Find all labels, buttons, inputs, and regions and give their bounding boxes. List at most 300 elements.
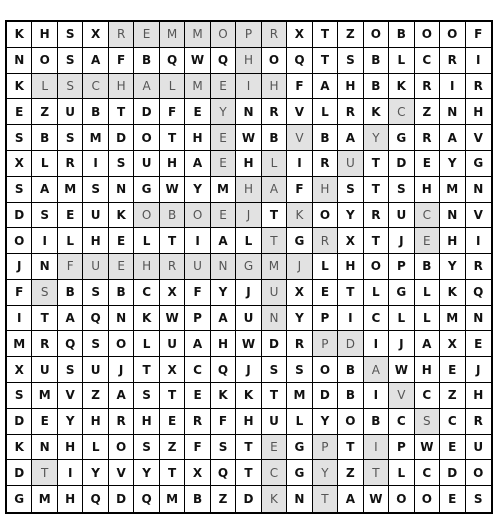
grid-cell[interactable]: C [415, 203, 440, 229]
grid-cell[interactable]: H [109, 74, 134, 100]
grid-cell[interactable]: C [134, 280, 159, 306]
grid-cell[interactable]: B [389, 22, 414, 48]
grid-cell[interactable]: R [262, 99, 287, 125]
grid-cell[interactable]: K [440, 280, 465, 306]
grid-cell[interactable]: F [7, 280, 32, 306]
grid-cell[interactable]: A [211, 228, 236, 254]
grid-cell[interactable]: X [160, 357, 185, 383]
grid-cell[interactable]: M [160, 486, 185, 512]
grid-cell[interactable]: K [389, 74, 414, 100]
grid-cell[interactable]: H [236, 151, 261, 177]
grid-cell[interactable]: O [466, 460, 491, 486]
grid-cell[interactable]: L [415, 280, 440, 306]
grid-cell[interactable]: M [287, 383, 312, 409]
grid-cell[interactable]: L [262, 151, 287, 177]
grid-cell[interactable]: P [389, 435, 414, 461]
grid-cell[interactable]: N [109, 306, 134, 332]
grid-cell[interactable]: D [313, 383, 338, 409]
grid-cell[interactable]: H [313, 177, 338, 203]
grid-cell[interactable]: I [466, 228, 491, 254]
grid-cell[interactable]: D [109, 486, 134, 512]
grid-cell[interactable]: P [313, 306, 338, 332]
grid-cell[interactable]: S [338, 48, 363, 74]
grid-cell[interactable]: M [32, 486, 57, 512]
grid-cell[interactable]: X [338, 228, 363, 254]
grid-cell[interactable]: L [313, 254, 338, 280]
grid-cell[interactable]: M [7, 331, 32, 357]
grid-cell[interactable]: X [7, 151, 32, 177]
grid-cell[interactable]: Q [211, 460, 236, 486]
grid-cell[interactable]: E [211, 125, 236, 151]
grid-cell[interactable]: S [58, 357, 83, 383]
grid-cell[interactable]: W [236, 331, 261, 357]
grid-cell[interactable]: F [466, 22, 491, 48]
grid-cell[interactable]: H [185, 125, 210, 151]
grid-cell[interactable]: Q [211, 357, 236, 383]
grid-cell[interactable]: G [389, 280, 414, 306]
grid-cell[interactable]: E [466, 331, 491, 357]
grid-cell[interactable]: W [160, 306, 185, 332]
grid-cell[interactable]: S [211, 435, 236, 461]
grid-cell[interactable]: O [109, 331, 134, 357]
grid-cell[interactable]: T [160, 228, 185, 254]
grid-cell[interactable]: N [7, 48, 32, 74]
grid-cell[interactable]: M [58, 177, 83, 203]
grid-cell[interactable]: I [466, 48, 491, 74]
grid-cell[interactable]: O [415, 22, 440, 48]
grid-cell[interactable]: K [109, 203, 134, 229]
grid-cell[interactable]: T [160, 460, 185, 486]
grid-cell[interactable]: S [83, 177, 108, 203]
grid-cell[interactable]: Y [364, 125, 389, 151]
grid-cell[interactable]: T [134, 357, 159, 383]
grid-cell[interactable]: C [364, 306, 389, 332]
grid-cell[interactable]: B [134, 48, 159, 74]
grid-cell[interactable]: I [364, 331, 389, 357]
grid-cell[interactable]: L [32, 151, 57, 177]
grid-cell[interactable]: V [287, 125, 312, 151]
grid-cell[interactable]: U [83, 203, 108, 229]
grid-cell[interactable]: S [83, 331, 108, 357]
grid-cell[interactable]: U [466, 435, 491, 461]
grid-cell[interactable]: S [473, 492, 483, 507]
grid-cell[interactable]: E [415, 228, 440, 254]
grid-cell[interactable]: N [211, 254, 236, 280]
grid-cell[interactable]: T [313, 48, 338, 74]
grid-cell[interactable]: B [364, 409, 389, 435]
grid-cell[interactable]: U [83, 254, 108, 280]
grid-cell[interactable]: H [236, 48, 261, 74]
grid-cell[interactable]: Y [313, 460, 338, 486]
grid-cell[interactable]: S [338, 177, 363, 203]
grid-cell[interactable]: O [211, 22, 236, 48]
grid-cell[interactable]: R [185, 409, 210, 435]
grid-cell[interactable]: A [32, 177, 57, 203]
grid-cell[interactable]: U [58, 99, 83, 125]
grid-cell[interactable]: K [134, 306, 159, 332]
grid-cell[interactable]: V [466, 125, 491, 151]
grid-cell[interactable]: R [466, 409, 491, 435]
grid-cell[interactable]: M [211, 177, 236, 203]
grid-cell[interactable]: L [389, 48, 414, 74]
grid-cell[interactable]: P [185, 306, 210, 332]
grid-cell[interactable]: H [236, 177, 261, 203]
grid-cell[interactable]: K [211, 383, 236, 409]
grid-cell[interactable]: H [32, 22, 57, 48]
grid-cell[interactable]: S [134, 383, 159, 409]
grid-cell[interactable]: U [32, 357, 57, 383]
grid-cell[interactable]: L [236, 228, 261, 254]
grid-cell[interactable]: R [160, 254, 185, 280]
grid-cell[interactable]: K [7, 74, 32, 100]
grid-cell[interactable]: Z [440, 383, 465, 409]
grid-cell[interactable]: Y [58, 409, 83, 435]
grid-cell[interactable]: A [415, 331, 440, 357]
grid-cell[interactable]: B [338, 357, 363, 383]
grid-cell[interactable]: H [440, 228, 465, 254]
grid-cell[interactable]: T [262, 203, 287, 229]
grid-cell[interactable]: C [262, 460, 287, 486]
grid-cell[interactable]: D [7, 203, 32, 229]
grid-cell[interactable]: Y [313, 409, 338, 435]
grid-cell[interactable]: N [466, 306, 491, 332]
grid-cell[interactable]: N [262, 306, 287, 332]
grid-cell[interactable]: O [134, 125, 159, 151]
grid-cell[interactable]: R [364, 203, 389, 229]
grid-cell[interactable]: D [7, 460, 32, 486]
grid-cell[interactable]: Y [211, 99, 236, 125]
grid-cell[interactable]: T [109, 99, 134, 125]
grid-cell[interactable]: T [262, 228, 287, 254]
grid-cell[interactable]: Y [440, 254, 465, 280]
grid-cell[interactable]: Q [83, 486, 108, 512]
grid-cell[interactable]: A [440, 125, 465, 151]
grid-cell[interactable]: O [440, 22, 465, 48]
grid-cell[interactable]: I [364, 435, 389, 461]
grid-cell[interactable]: H [415, 177, 440, 203]
grid-cell[interactable]: A [134, 74, 159, 100]
grid-cell[interactable]: R [415, 125, 440, 151]
grid-cell[interactable]: F [287, 74, 312, 100]
grid-cell[interactable]: C [440, 409, 465, 435]
grid-cell[interactable]: V [58, 383, 83, 409]
grid-cell[interactable]: T [32, 306, 57, 332]
grid-cell[interactable]: M [83, 125, 108, 151]
grid-cell[interactable]: R [32, 331, 57, 357]
grid-cell[interactable]: V [466, 203, 491, 229]
grid-cell[interactable]: E [313, 280, 338, 306]
grid-cell[interactable]: M [440, 177, 465, 203]
grid-cell[interactable]: H [83, 228, 108, 254]
grid-cell[interactable]: D [389, 151, 414, 177]
grid-cell[interactable]: C [389, 99, 414, 125]
grid-cell[interactable]: T [313, 22, 338, 48]
grid-cell[interactable]: L [364, 280, 389, 306]
grid-cell[interactable]: L [287, 409, 312, 435]
grid-cell[interactable]: Y [440, 151, 465, 177]
grid-cell[interactable]: H [58, 486, 83, 512]
grid-cell[interactable]: L [160, 74, 185, 100]
grid-cell[interactable]: T [160, 383, 185, 409]
grid-cell[interactable]: N [440, 203, 465, 229]
grid-cell[interactable]: F [287, 177, 312, 203]
grid-cell[interactable]: D [7, 409, 32, 435]
grid-cell[interactable]: D [134, 99, 159, 125]
grid-cell[interactable]: B [364, 74, 389, 100]
grid-cell[interactable]: A [185, 151, 210, 177]
grid-cell[interactable]: I [440, 74, 465, 100]
grid-cell[interactable]: X [83, 22, 108, 48]
grid-cell[interactable]: J [236, 203, 261, 229]
grid-cell[interactable]: Y [83, 460, 108, 486]
grid-cell[interactable]: T [338, 435, 363, 461]
grid-cell[interactable]: S [7, 383, 32, 409]
grid-cell[interactable]: J [287, 254, 312, 280]
grid-cell[interactable]: L [389, 306, 414, 332]
grid-cell[interactable]: R [415, 74, 440, 100]
grid-cell[interactable]: J [389, 331, 414, 357]
grid-cell[interactable]: B [313, 125, 338, 151]
grid-cell[interactable]: T [364, 460, 389, 486]
grid-cell[interactable]: F [185, 280, 210, 306]
grid-cell[interactable]: C [415, 383, 440, 409]
grid-cell[interactable]: E [134, 22, 159, 48]
grid-cell[interactable]: R [466, 254, 491, 280]
grid-cell[interactable]: L [389, 460, 414, 486]
grid-cell[interactable]: S [32, 203, 57, 229]
grid-cell[interactable]: F [211, 409, 236, 435]
grid-cell[interactable]: O [185, 203, 210, 229]
grid-cell[interactable]: S [389, 177, 414, 203]
grid-cell[interactable]: Z [32, 99, 57, 125]
grid-cell[interactable]: A [185, 331, 210, 357]
grid-cell[interactable]: T [160, 125, 185, 151]
grid-cell[interactable]: E [185, 383, 210, 409]
grid-cell[interactable]: P [236, 22, 261, 48]
grid-cell[interactable]: H [134, 409, 159, 435]
grid-cell[interactable]: H [415, 357, 440, 383]
grid-cell[interactable]: U [83, 357, 108, 383]
grid-cell[interactable]: E [109, 228, 134, 254]
grid-cell[interactable]: E [58, 203, 83, 229]
grid-cell[interactable]: R [313, 151, 338, 177]
grid-cell[interactable]: N [109, 177, 134, 203]
grid-cell[interactable]: G [287, 228, 312, 254]
grid-cell[interactable]: E [440, 435, 465, 461]
grid-cell[interactable]: X [185, 460, 210, 486]
grid-cell[interactable]: G [7, 486, 32, 512]
grid-cell[interactable]: S [58, 125, 83, 151]
grid-cell[interactable]: T [364, 228, 389, 254]
grid-cell[interactable]: B [364, 48, 389, 74]
grid-cell[interactable]: O [364, 22, 389, 48]
grid-cell[interactable]: Q [287, 48, 312, 74]
grid-cell[interactable]: K [7, 22, 32, 48]
grid-cell[interactable]: D [440, 460, 465, 486]
grid-cell[interactable]: O [313, 203, 338, 229]
grid-cell[interactable]: M [185, 74, 210, 100]
grid-cell[interactable]: M [440, 306, 465, 332]
grid-cell[interactable]: N [440, 99, 465, 125]
grid-cell[interactable]: Q [160, 48, 185, 74]
grid-cell[interactable]: O [32, 48, 57, 74]
grid-cell[interactable]: E [211, 203, 236, 229]
grid-cell[interactable]: N [287, 486, 312, 512]
grid-cell[interactable]: S [287, 357, 312, 383]
grid-cell[interactable]: Z [83, 383, 108, 409]
grid-cell[interactable]: E [211, 74, 236, 100]
grid-cell[interactable]: F [160, 99, 185, 125]
grid-cell[interactable]: C [83, 74, 108, 100]
grid-cell[interactable]: J [7, 254, 32, 280]
grid-cell[interactable]: Q [211, 48, 236, 74]
grid-cell[interactable]: S [58, 48, 83, 74]
grid-cell[interactable]: C [415, 48, 440, 74]
grid-cell[interactable]: B [83, 99, 108, 125]
grid-cell[interactable]: K [364, 99, 389, 125]
grid-cell[interactable]: Y [211, 280, 236, 306]
grid-cell[interactable]: S [109, 151, 134, 177]
grid-cell[interactable]: A [211, 306, 236, 332]
grid-cell[interactable]: M [32, 383, 57, 409]
grid-cell[interactable]: B [32, 125, 57, 151]
grid-cell[interactable]: H [466, 383, 491, 409]
grid-cell[interactable]: R [58, 151, 83, 177]
grid-cell[interactable]: U [262, 409, 287, 435]
grid-cell[interactable]: E [440, 486, 465, 512]
grid-cell[interactable]: O [262, 48, 287, 74]
grid-cell[interactable]: Z [338, 460, 363, 486]
grid-cell[interactable]: P [313, 331, 338, 357]
grid-cell[interactable]: L [415, 306, 440, 332]
grid-cell[interactable]: X [160, 280, 185, 306]
grid-cell[interactable]: E [415, 151, 440, 177]
grid-cell[interactable]: A [364, 357, 389, 383]
grid-cell[interactable]: J [236, 357, 261, 383]
grid-cell[interactable]: I [58, 460, 83, 486]
grid-cell[interactable]: Y [134, 460, 159, 486]
grid-cell[interactable]: Z [415, 99, 440, 125]
grid-cell[interactable]: L [134, 331, 159, 357]
grid-cell[interactable]: W [364, 486, 389, 512]
grid-cell[interactable]: R [338, 99, 363, 125]
grid-cell[interactable]: G [389, 125, 414, 151]
grid-cell[interactable]: B [415, 254, 440, 280]
grid-cell[interactable]: S [32, 280, 57, 306]
grid-cell[interactable]: K [262, 486, 287, 512]
grid-cell[interactable]: X [287, 22, 312, 48]
grid-cell[interactable]: K [236, 383, 261, 409]
grid-cell[interactable]: H [338, 254, 363, 280]
grid-cell[interactable]: K [7, 435, 32, 461]
grid-cell[interactable]: V [287, 99, 312, 125]
grid-cell[interactable]: C [185, 357, 210, 383]
grid-cell[interactable]: I [7, 306, 32, 332]
grid-cell[interactable]: R [287, 331, 312, 357]
grid-cell[interactable]: U [338, 151, 363, 177]
grid-cell[interactable]: O [389, 486, 414, 512]
grid-cell[interactable]: L [32, 74, 57, 100]
grid-cell[interactable]: Z [160, 435, 185, 461]
grid-cell[interactable]: B [338, 383, 363, 409]
grid-cell[interactable]: R [109, 22, 134, 48]
grid-cell[interactable]: G [466, 151, 491, 177]
grid-cell[interactable]: P [313, 435, 338, 461]
grid-cell[interactable]: T [236, 460, 261, 486]
grid-cell[interactable]: S [7, 125, 32, 151]
grid-cell[interactable]: M [262, 254, 287, 280]
grid-cell[interactable]: I [83, 151, 108, 177]
grid-cell[interactable]: W [415, 435, 440, 461]
grid-cell[interactable]: O [338, 409, 363, 435]
grid-cell[interactable]: S [58, 74, 83, 100]
grid-cell[interactable]: K [287, 203, 312, 229]
grid-cell[interactable]: U [236, 306, 261, 332]
grid-cell[interactable]: F [58, 254, 83, 280]
grid-cell[interactable]: G [287, 460, 312, 486]
grid-cell[interactable]: S [83, 280, 108, 306]
grid-cell[interactable]: I [287, 151, 312, 177]
grid-cell[interactable]: W [160, 177, 185, 203]
grid-cell[interactable]: C [415, 460, 440, 486]
grid-cell[interactable]: H [211, 331, 236, 357]
grid-cell[interactable]: E [160, 409, 185, 435]
grid-cell[interactable]: R [466, 74, 491, 100]
grid-cell[interactable]: O [313, 357, 338, 383]
grid-cell[interactable]: Z [211, 486, 236, 512]
grid-cell[interactable]: H [58, 435, 83, 461]
grid-cell[interactable]: H [83, 409, 108, 435]
grid-cell[interactable]: Q [58, 331, 83, 357]
grid-cell[interactable]: R [313, 228, 338, 254]
grid-cell[interactable]: D [236, 486, 261, 512]
grid-cell[interactable]: Q [83, 306, 108, 332]
grid-cell[interactable]: O [134, 203, 159, 229]
grid-cell[interactable]: N [32, 435, 57, 461]
grid-cell[interactable]: Z [338, 22, 363, 48]
grid-cell[interactable]: I [364, 383, 389, 409]
grid-cell[interactable]: I [185, 228, 210, 254]
grid-cell[interactable]: O [109, 435, 134, 461]
grid-cell[interactable]: A [338, 125, 363, 151]
grid-cell[interactable]: T [262, 383, 287, 409]
grid-cell[interactable]: U [185, 254, 210, 280]
grid-cell[interactable]: V [109, 460, 134, 486]
grid-cell[interactable]: X [440, 331, 465, 357]
grid-cell[interactable]: D [262, 331, 287, 357]
grid-cell[interactable]: A [262, 177, 287, 203]
grid-cell[interactable]: H [134, 254, 159, 280]
grid-cell[interactable]: E [7, 99, 32, 125]
grid-cell[interactable]: H [160, 151, 185, 177]
grid-cell[interactable]: X [287, 280, 312, 306]
grid-cell[interactable]: B [262, 125, 287, 151]
grid-cell[interactable]: U [134, 151, 159, 177]
grid-cell[interactable]: J [466, 357, 491, 383]
grid-cell[interactable]: T [313, 486, 338, 512]
grid-cell[interactable]: S [7, 177, 32, 203]
grid-cell[interactable]: H [466, 99, 491, 125]
grid-cell[interactable]: M [185, 22, 210, 48]
grid-cell[interactable]: N [236, 99, 261, 125]
grid-cell[interactable]: Q [466, 280, 491, 306]
grid-cell[interactable]: O [364, 254, 389, 280]
grid-cell[interactable]: S [415, 409, 440, 435]
grid-cell[interactable]: B [58, 280, 83, 306]
grid-cell[interactable]: T [364, 151, 389, 177]
grid-cell[interactable]: O [7, 228, 32, 254]
grid-cell[interactable]: A [58, 306, 83, 332]
